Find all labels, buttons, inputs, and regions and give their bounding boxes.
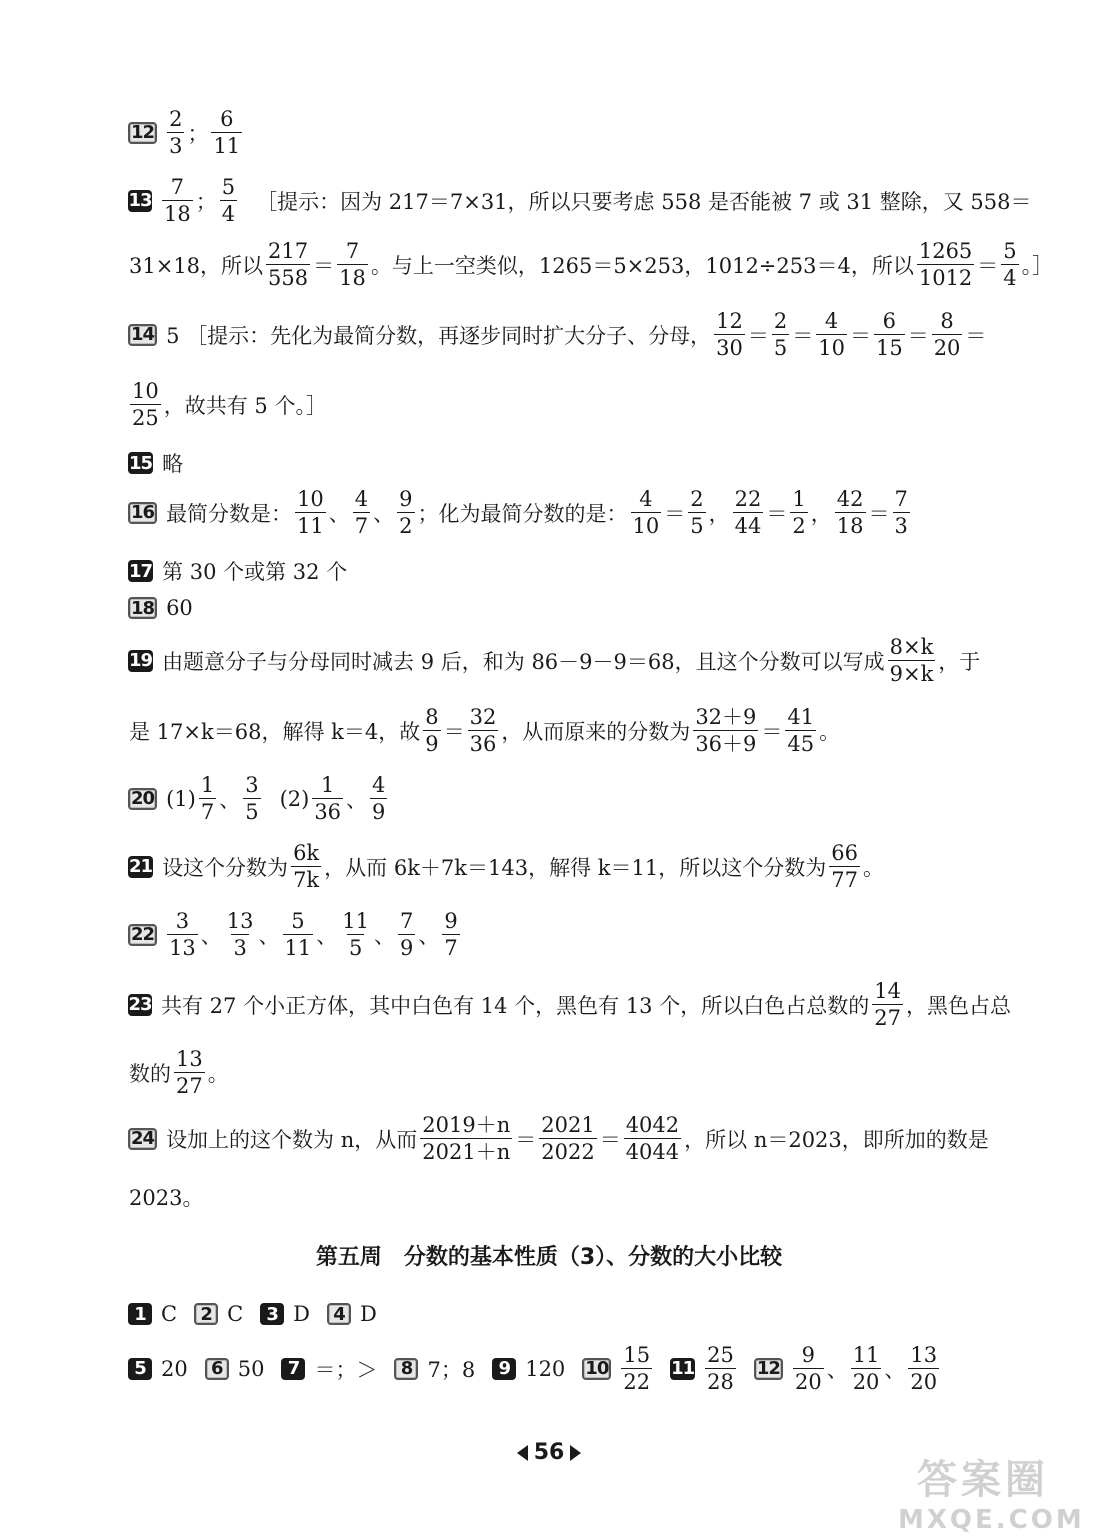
fraction bbox=[539, 1114, 596, 1163]
answer-19-cont bbox=[128, 706, 994, 755]
answer-text: ＝ bbox=[515, 1127, 537, 1152]
fraction bbox=[225, 910, 256, 959]
fraction bbox=[835, 488, 866, 537]
fraction bbox=[220, 176, 237, 225]
fraction bbox=[243, 774, 260, 823]
fraction-denominator: 2 bbox=[399, 514, 413, 539]
fraction-denominator: 36＋9 bbox=[695, 732, 757, 757]
fraction-denominator: 20 bbox=[852, 1370, 880, 1395]
answer-text: 第 30 个或第 32 个 bbox=[162, 560, 348, 584]
watermark-text: MXQE.COM bbox=[898, 1505, 1085, 1535]
fraction-denominator: 7k bbox=[293, 868, 320, 893]
fraction-numerator: 8 bbox=[940, 309, 954, 333]
fraction bbox=[793, 1344, 824, 1393]
fraction-denominator: 11 bbox=[213, 134, 241, 159]
fraction-denominator: 36 bbox=[314, 800, 342, 825]
answer-22 bbox=[128, 910, 994, 959]
fraction bbox=[772, 310, 789, 359]
watermark-text: 答案圈 bbox=[917, 1457, 1049, 1503]
fraction-numerator: 5 bbox=[221, 175, 236, 199]
fraction bbox=[851, 1344, 882, 1393]
answer-text: 、 bbox=[200, 923, 222, 948]
fraction-numerator: 1 bbox=[200, 773, 215, 797]
fraction bbox=[872, 980, 903, 1029]
fraction-numerator: 13 bbox=[910, 1343, 938, 1367]
fraction-numerator: 3 bbox=[245, 773, 259, 797]
fraction-denominator: 5 bbox=[245, 800, 259, 825]
answer-text: ＝ bbox=[766, 501, 788, 526]
fraction-numerator: 7 bbox=[400, 909, 414, 933]
question-number-badge: 4 bbox=[327, 1303, 351, 1325]
question-number-badge: 23 bbox=[128, 994, 152, 1016]
fraction-numerator: 8×k bbox=[889, 635, 934, 659]
fraction-denominator: 7 bbox=[444, 936, 458, 961]
answer-text: ； bbox=[187, 121, 209, 146]
fraction bbox=[211, 108, 242, 157]
fraction-denominator: 77 bbox=[831, 868, 858, 893]
fraction bbox=[621, 1344, 652, 1393]
fraction-numerator: 22 bbox=[734, 487, 762, 511]
fraction-numerator: 9 bbox=[399, 487, 413, 511]
answer-text: 、 bbox=[316, 923, 338, 948]
fraction-numerator: 4 bbox=[639, 487, 653, 511]
fraction-numerator: 6 bbox=[220, 107, 234, 131]
fraction bbox=[1001, 240, 1018, 289]
fraction-denominator: 3 bbox=[233, 936, 247, 961]
fraction-denominator: 2022 bbox=[541, 1140, 595, 1165]
answer-text: C bbox=[161, 1302, 178, 1326]
answer-text: 、 bbox=[346, 787, 368, 812]
answer-text: 、 bbox=[884, 1357, 906, 1382]
answer-text: ，故共有 5 个。］ bbox=[163, 393, 327, 418]
answer-14-cont bbox=[128, 380, 994, 429]
fraction bbox=[705, 1344, 736, 1393]
question-number-badge: 15 bbox=[129, 452, 153, 474]
hint-text: ［提示：因为 217＝7×31，所以只要考虑 558 是否能被 7 或 31 整除，又 558＝ bbox=[256, 189, 1032, 214]
fraction bbox=[733, 488, 764, 537]
fraction bbox=[130, 380, 161, 429]
answer-text: 。］ bbox=[1021, 253, 1054, 278]
question-number-badge: 14 bbox=[128, 324, 157, 346]
question-number-badge: 3 bbox=[260, 1303, 284, 1325]
answer-text: ，所以 n＝2023，即所加的数是 bbox=[684, 1127, 989, 1152]
fraction-numerator: 3 bbox=[175, 909, 190, 933]
fraction bbox=[312, 774, 343, 823]
fraction-denominator: 2 bbox=[792, 514, 806, 539]
fraction-numerator: 4 bbox=[354, 487, 369, 511]
answer-text: ＝ bbox=[443, 719, 465, 744]
answer-text: ， bbox=[810, 501, 832, 526]
fraction-numerator: 66 bbox=[831, 841, 858, 865]
answer-17 bbox=[128, 556, 994, 586]
fraction-numerator: 32＋9 bbox=[695, 705, 757, 729]
answer-text: ＝ bbox=[907, 323, 929, 348]
question-number-badge: 7 bbox=[281, 1358, 305, 1380]
fraction-numerator: 9 bbox=[444, 909, 458, 933]
fraction-denominator: 27 bbox=[176, 1074, 203, 1099]
answers-row-2 bbox=[128, 1344, 994, 1393]
fraction-numerator: 15 bbox=[623, 1343, 651, 1367]
answer-text: ＝ bbox=[792, 323, 814, 348]
fraction-denominator: 30 bbox=[716, 336, 743, 361]
fraction-denominator: 44 bbox=[734, 514, 762, 539]
fraction-numerator: 13 bbox=[176, 1047, 203, 1071]
fraction-numerator: 5 bbox=[291, 909, 305, 933]
answer-text: ，于 bbox=[938, 649, 981, 674]
answer-text: 、 bbox=[219, 787, 241, 812]
question-number-badge: 20 bbox=[128, 788, 157, 810]
answer-text: ，从而原来的分数为 bbox=[501, 719, 691, 744]
answer-text: (2) bbox=[279, 786, 310, 811]
answer-text: 120 bbox=[525, 1356, 566, 1381]
fraction-numerator: 9 bbox=[801, 1343, 815, 1367]
fraction-numerator: 13 bbox=[226, 909, 254, 933]
fraction-numerator: 10 bbox=[132, 379, 159, 403]
fraction bbox=[337, 240, 368, 289]
fraction bbox=[468, 706, 499, 755]
answer-24-cont bbox=[128, 1182, 994, 1212]
answer-text: 。 bbox=[862, 855, 884, 880]
fraction-denominator: 18 bbox=[164, 202, 191, 227]
fraction bbox=[353, 488, 370, 537]
fraction-denominator: 558 bbox=[268, 266, 309, 291]
fraction-denominator: 3 bbox=[169, 134, 183, 159]
answer-text: 设加上的这个数为 n，从而 bbox=[166, 1127, 418, 1152]
answer-text: 共有 27 个小正方体，其中白色有 14 个，黑色有 13 个，所以白色占总数的 bbox=[161, 993, 870, 1018]
fraction-numerator: 8 bbox=[425, 705, 439, 729]
fraction-denominator: 7 bbox=[200, 800, 215, 825]
fraction-numerator: 2019＋n bbox=[422, 1113, 511, 1137]
fraction-denominator: 36 bbox=[469, 732, 497, 757]
arrow-left-icon bbox=[517, 1445, 528, 1461]
fraction bbox=[908, 1344, 939, 1393]
answer-text: 设这个分数为 bbox=[162, 855, 289, 880]
fraction-denominator: 3 bbox=[894, 514, 908, 539]
fraction-numerator: 4 bbox=[824, 309, 839, 333]
answer-text: 20 bbox=[161, 1356, 188, 1381]
fraction bbox=[397, 488, 414, 537]
fraction-numerator: 7 bbox=[345, 239, 360, 263]
fraction bbox=[693, 706, 758, 755]
fraction bbox=[442, 910, 459, 959]
answer-text: 7；8 bbox=[427, 1357, 476, 1382]
answer-13 bbox=[128, 175, 1032, 227]
question-number-badge: 9 bbox=[492, 1358, 516, 1380]
question-number-badge: 17 bbox=[129, 560, 153, 582]
answer-text: 、 bbox=[373, 501, 395, 526]
answer-text: 、 bbox=[328, 501, 350, 526]
answer-text: 。 bbox=[207, 1061, 229, 1086]
fraction-numerator: 2 bbox=[690, 487, 704, 511]
answer-23 bbox=[128, 979, 1011, 1031]
fraction-denominator: 5 bbox=[690, 514, 704, 539]
fraction bbox=[283, 910, 314, 959]
fraction-numerator: 11 bbox=[852, 1343, 880, 1367]
question-number-badge: 6 bbox=[205, 1358, 229, 1380]
fraction-denominator: 20 bbox=[794, 1370, 822, 1395]
answer-text: 。与上一空类似，1265＝5×253，1012÷253＝4，所以 bbox=[370, 253, 914, 278]
section-heading: 第五周 分数的基本性质（3）、分数的大小比较 bbox=[315, 1245, 783, 1270]
fraction bbox=[785, 706, 816, 755]
answer-text: 50 bbox=[237, 1356, 265, 1381]
fraction bbox=[266, 240, 310, 289]
fraction-numerator: 6k bbox=[293, 841, 320, 865]
answer-text: 、 bbox=[258, 923, 280, 948]
answer-text: 、 bbox=[826, 1357, 848, 1382]
fraction bbox=[893, 488, 910, 537]
fraction bbox=[199, 774, 216, 823]
fraction-numerator: 42 bbox=[836, 487, 864, 511]
answer-text: ＝ bbox=[747, 323, 769, 348]
fraction-numerator: 14 bbox=[874, 979, 901, 1003]
answer-text: ＝ bbox=[664, 501, 686, 526]
arrow-right-icon bbox=[570, 1445, 581, 1461]
answer-16 bbox=[128, 488, 994, 537]
question-number-badge: 12 bbox=[754, 1358, 783, 1380]
answer-text: ； bbox=[195, 189, 217, 214]
question-number-badge: 10 bbox=[582, 1358, 611, 1380]
answer-text: 由题意分子与分母同时减去 9 后，和为 86－9－9＝68，且这个分数可以写成 bbox=[162, 649, 885, 674]
fraction-denominator: 10 bbox=[632, 514, 660, 539]
answer-text: 最简分数是： bbox=[166, 501, 293, 526]
answer-text: ；化为最简分数的是： bbox=[417, 501, 628, 526]
fraction-denominator: 18 bbox=[836, 514, 864, 539]
fraction-numerator: 5 bbox=[1003, 239, 1017, 263]
fraction bbox=[790, 488, 807, 537]
fraction-numerator: 4 bbox=[372, 773, 386, 797]
answer-text: 略 bbox=[162, 452, 184, 476]
fraction-denominator: 45 bbox=[787, 732, 815, 757]
fraction-denominator: 20 bbox=[933, 336, 961, 361]
question-number-badge: 24 bbox=[128, 1128, 157, 1150]
question-number-badge: 13 bbox=[128, 190, 152, 212]
answer-19 bbox=[128, 636, 994, 685]
question-number-badge: 19 bbox=[129, 650, 153, 672]
fraction bbox=[624, 1114, 681, 1163]
fraction-numerator: 217 bbox=[268, 239, 309, 263]
answer-18 bbox=[128, 596, 994, 620]
question-number-badge: 18 bbox=[128, 597, 157, 619]
fraction bbox=[295, 488, 326, 537]
watermark-logo bbox=[898, 1448, 1085, 1535]
fraction bbox=[420, 1114, 512, 1163]
fraction-numerator: 2 bbox=[773, 309, 788, 333]
fraction-numerator: 2021 bbox=[541, 1113, 595, 1137]
fraction-denominator: 11 bbox=[284, 936, 312, 961]
answer-text: 2023。 bbox=[129, 1186, 204, 1210]
answer-text: 数的 bbox=[129, 1061, 171, 1086]
fraction bbox=[829, 842, 860, 891]
fraction bbox=[291, 842, 321, 891]
fraction-denominator: 4 bbox=[221, 202, 236, 227]
answer-text: 是 17×k＝68，解得 k＝4，故 bbox=[129, 719, 421, 744]
fraction-numerator: 1265 bbox=[918, 239, 973, 263]
fraction bbox=[816, 310, 847, 359]
question-number-badge: 12 bbox=[128, 122, 157, 144]
fraction-numerator: 2 bbox=[169, 107, 183, 131]
fraction-denominator: 22 bbox=[623, 1370, 651, 1395]
fraction-denominator: 5 bbox=[773, 336, 788, 361]
fraction-denominator: 1012 bbox=[918, 266, 973, 291]
fraction-numerator: 25 bbox=[707, 1343, 734, 1367]
fraction-numerator: 7 bbox=[170, 175, 185, 199]
question-number-badge: 2 bbox=[194, 1303, 218, 1325]
fraction-numerator: 10 bbox=[297, 487, 324, 511]
answer-text: 、 bbox=[418, 923, 440, 948]
answer-text: ＝ bbox=[761, 719, 783, 744]
fraction bbox=[688, 488, 705, 537]
answer-text: C bbox=[227, 1302, 244, 1326]
question-number-badge: 21 bbox=[129, 856, 153, 878]
fraction bbox=[932, 310, 963, 359]
fraction bbox=[631, 488, 662, 537]
fraction bbox=[340, 910, 371, 959]
fraction-denominator: 27 bbox=[874, 1006, 901, 1031]
answer-12 bbox=[128, 108, 994, 157]
fraction bbox=[888, 636, 936, 685]
fraction-numerator: 12 bbox=[716, 309, 743, 333]
answer-text: ＝ bbox=[313, 253, 335, 278]
answer-text: ，从而 6k＋7k＝143，解得 k＝11，所以这个分数为 bbox=[324, 855, 827, 880]
question-number-badge: 8 bbox=[394, 1358, 418, 1380]
fraction-denominator: 15 bbox=[875, 336, 903, 361]
answer-text: 60 bbox=[166, 596, 193, 620]
fraction-denominator: 10 bbox=[818, 336, 845, 361]
answer-text: ＝；＞ bbox=[314, 1357, 378, 1382]
answer-20 bbox=[128, 774, 994, 823]
page-number: 56 bbox=[0, 1440, 1098, 1465]
fraction-denominator: 7 bbox=[354, 514, 369, 539]
fraction bbox=[714, 310, 745, 359]
fraction-numerator: 6 bbox=[882, 309, 896, 333]
answer-23-cont bbox=[128, 1048, 994, 1097]
fraction-numerator: 32 bbox=[469, 705, 497, 729]
question-number-badge: 1 bbox=[128, 1303, 152, 1325]
answers-row-1 bbox=[128, 1302, 994, 1326]
fraction-denominator: 9 bbox=[372, 800, 386, 825]
answer-text: 、 bbox=[374, 923, 395, 948]
fraction-numerator: 11 bbox=[342, 909, 369, 933]
answer-text: ＝ bbox=[599, 1127, 621, 1152]
fraction-denominator: 18 bbox=[339, 266, 366, 291]
fraction-numerator: 4042 bbox=[625, 1113, 680, 1137]
fraction bbox=[167, 108, 184, 157]
answer-text: 5 ［提示：先化为最简分数，再逐步同时扩大分子、分母， bbox=[166, 323, 712, 348]
fraction-denominator: 9 bbox=[400, 936, 414, 961]
fraction-denominator: 9×k bbox=[889, 662, 934, 687]
answer-21 bbox=[128, 842, 994, 891]
fraction bbox=[174, 1048, 205, 1097]
answer-13-cont bbox=[128, 239, 1054, 291]
answer-24 bbox=[128, 1114, 994, 1163]
answer-text: ， bbox=[708, 501, 730, 526]
answer-14 bbox=[128, 310, 994, 359]
fraction-denominator: 5 bbox=[348, 936, 363, 961]
fraction bbox=[917, 240, 974, 289]
fraction-numerator: 1 bbox=[320, 773, 335, 797]
fraction bbox=[162, 176, 193, 225]
answer-text: ，黑色占总 bbox=[905, 993, 1011, 1018]
answer-text: ＝ bbox=[977, 253, 999, 278]
fraction-denominator: 2021＋n bbox=[422, 1140, 511, 1165]
fraction bbox=[423, 706, 440, 755]
fraction-denominator: 25 bbox=[132, 406, 159, 431]
fraction bbox=[370, 774, 387, 823]
fraction-denominator: 4 bbox=[1003, 266, 1017, 291]
fraction-denominator: 9 bbox=[425, 732, 439, 757]
answer-text: 。 bbox=[819, 719, 841, 744]
answer-text: ＝ bbox=[965, 323, 987, 348]
answer-15 bbox=[128, 448, 994, 478]
fraction bbox=[398, 910, 415, 959]
fraction-denominator: 11 bbox=[297, 514, 324, 539]
fraction-denominator: 13 bbox=[169, 936, 196, 961]
answer-text: (1) bbox=[166, 786, 196, 811]
fraction-denominator: 4044 bbox=[625, 1140, 680, 1165]
fraction-denominator: 28 bbox=[707, 1370, 734, 1395]
question-number-badge: 11 bbox=[671, 1358, 695, 1380]
answer-text: 31×18，所以 bbox=[129, 253, 264, 278]
question-number-badge: 22 bbox=[128, 924, 157, 946]
fraction-numerator: 41 bbox=[787, 705, 815, 729]
answer-text: ＝ bbox=[849, 323, 871, 348]
question-number-badge: 16 bbox=[128, 502, 157, 524]
answer-text: D bbox=[293, 1302, 310, 1326]
fraction-numerator: 7 bbox=[894, 487, 908, 511]
fraction bbox=[874, 310, 905, 359]
fraction-numerator: 1 bbox=[792, 487, 806, 511]
answer-text: D bbox=[360, 1302, 377, 1326]
answer-text: ＝ bbox=[868, 501, 890, 526]
fraction bbox=[167, 910, 198, 959]
question-number-badge: 5 bbox=[128, 1358, 152, 1380]
fraction-denominator: 20 bbox=[910, 1370, 938, 1395]
